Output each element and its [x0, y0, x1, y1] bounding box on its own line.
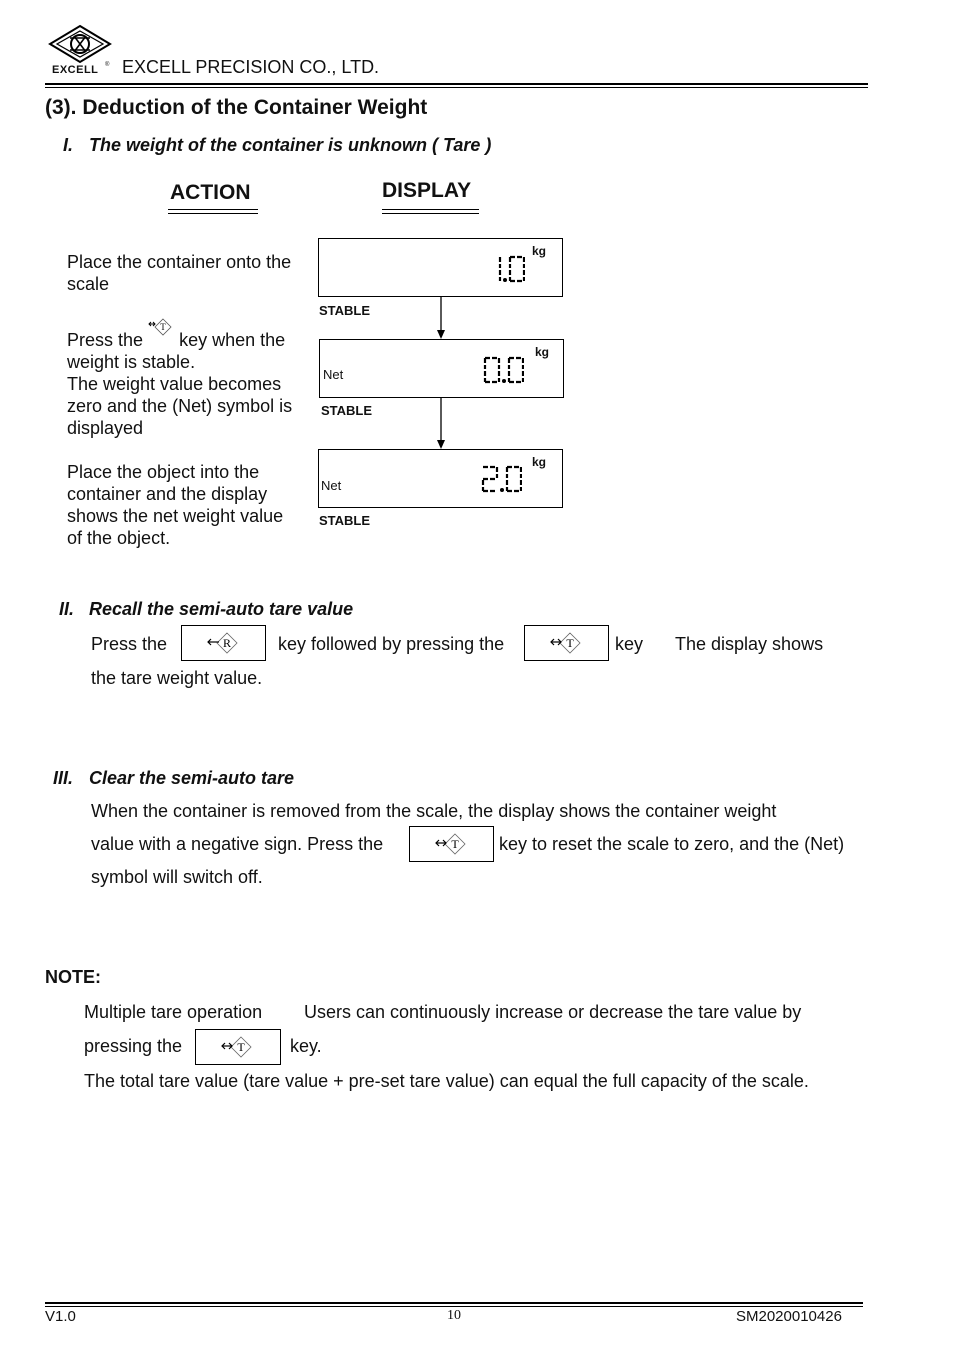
tare-letter: T	[565, 636, 574, 650]
step2-line2: weight is stable.	[67, 352, 196, 372]
lcd-display-3	[318, 449, 563, 508]
recall-key-icon	[207, 631, 241, 655]
part2-text-display: The display shows	[675, 634, 824, 654]
page-number: 10	[447, 1308, 461, 1323]
company-name: EXCELL PRECISION CO., LTD.	[122, 57, 380, 77]
note-line2a: pressing the	[84, 1036, 183, 1056]
part1-number: I.	[63, 135, 74, 155]
lcd-display-1	[318, 238, 563, 297]
note-line2b: key.	[290, 1036, 322, 1056]
action-underline	[168, 209, 258, 214]
step3-text	[67, 461, 283, 549]
seven-segment-value	[474, 465, 522, 493]
tare-key-inline-icon	[148, 318, 174, 341]
part3-heading: Clear the semi-auto tare	[89, 768, 295, 788]
step2-line5: displayed	[67, 418, 144, 438]
excell-logo-icon	[48, 24, 112, 66]
header-rule-thin	[45, 87, 868, 88]
seven-segment-value	[476, 356, 524, 384]
seven-segment-value	[487, 255, 525, 283]
tare-key-button[interactable]	[195, 1029, 281, 1065]
tare-key-button[interactable]	[524, 625, 609, 661]
footer-rule-thin	[45, 1306, 863, 1307]
recall-key-button[interactable]	[181, 625, 266, 661]
net-indicator: Net	[321, 478, 342, 493]
note-line1a: Multiple tare operation	[84, 1002, 263, 1022]
net-indicator: Net	[323, 367, 344, 382]
stable-indicator-1: STABLE	[319, 303, 371, 318]
logo-wordmark: EXCELL	[52, 64, 99, 76]
part1-heading: The weight of the container is unknown ( Tare )	[89, 135, 492, 155]
flow-arrow-2	[435, 398, 447, 450]
display-column-heading: DISPLAY	[382, 179, 472, 202]
step2-pre-key: Press the	[67, 330, 144, 350]
part2-number: II.	[59, 599, 75, 619]
step3-line1: Place the object into the	[67, 462, 260, 482]
part2-text-tare-value: the tare weight value.	[91, 668, 263, 688]
step2-post-key: key when the	[179, 330, 286, 350]
part3-line1: When the container is removed from the scale, the display shows the container weight	[91, 801, 777, 821]
tare-key-icon	[435, 832, 469, 856]
header-rule	[45, 83, 868, 85]
step2-line3: The weight value becomes	[67, 374, 282, 394]
action-column-heading: ACTION	[170, 181, 251, 204]
part3-number: III.	[53, 768, 74, 788]
step2-line4: zero and the (Net) symbol is	[67, 396, 293, 416]
footer-document-id: SM2020010426	[736, 1308, 842, 1325]
note-line1b: Users can continuously increase or decrease the tare value by	[304, 1002, 802, 1022]
logo-registered-mark: ®	[105, 62, 110, 68]
part3-line2b: key to reset the scale to zero, and the (Net)	[499, 834, 845, 854]
stable-indicator-3: STABLE	[319, 513, 371, 528]
stable-indicator-2: STABLE	[321, 403, 373, 418]
flow-arrow-1	[435, 296, 447, 340]
unit-kg: kg	[532, 244, 547, 258]
tare-letter: T	[450, 837, 459, 851]
step3-line4: of the object.	[67, 528, 171, 548]
part2-text-press: Press the	[91, 634, 168, 654]
note-line3: The total tare value (tare value + pre-set tare value) can equal the full capacity of the scale.	[84, 1071, 809, 1091]
footer-rule	[45, 1302, 863, 1304]
tare-letter: T	[160, 322, 166, 332]
tare-letter: T	[237, 1040, 245, 1054]
section-title: (3). Deduction of the Container Weight	[45, 96, 428, 119]
step2-text	[67, 322, 317, 439]
tare-key-icon	[550, 631, 584, 655]
step3-line2: container and the display	[67, 484, 268, 504]
recall-letter: R	[222, 636, 231, 650]
display-underline	[382, 209, 479, 214]
lcd-display-2	[319, 339, 564, 398]
part2-text-key: key	[615, 634, 644, 654]
note-label: NOTE:	[45, 967, 101, 987]
step1-text	[67, 251, 291, 295]
part3-line3: symbol will switch off.	[91, 867, 263, 887]
part2-heading: Recall the semi-auto tare value	[89, 599, 354, 619]
step1-line2: scale	[67, 274, 110, 294]
part3-line2a: value with a negative sign. Press the	[91, 834, 384, 854]
tare-key-icon	[221, 1035, 255, 1059]
footer-version: V1.0	[45, 1308, 76, 1325]
part2-text-followed: key followed by pressing the	[278, 634, 505, 654]
step1-line1: Place the container onto the	[67, 252, 292, 272]
step2-line1	[67, 322, 317, 351]
unit-kg: kg	[535, 345, 550, 359]
tare-key-button[interactable]	[409, 826, 494, 862]
step3-line3: shows the net weight value	[67, 506, 284, 526]
unit-kg: kg	[532, 455, 547, 469]
